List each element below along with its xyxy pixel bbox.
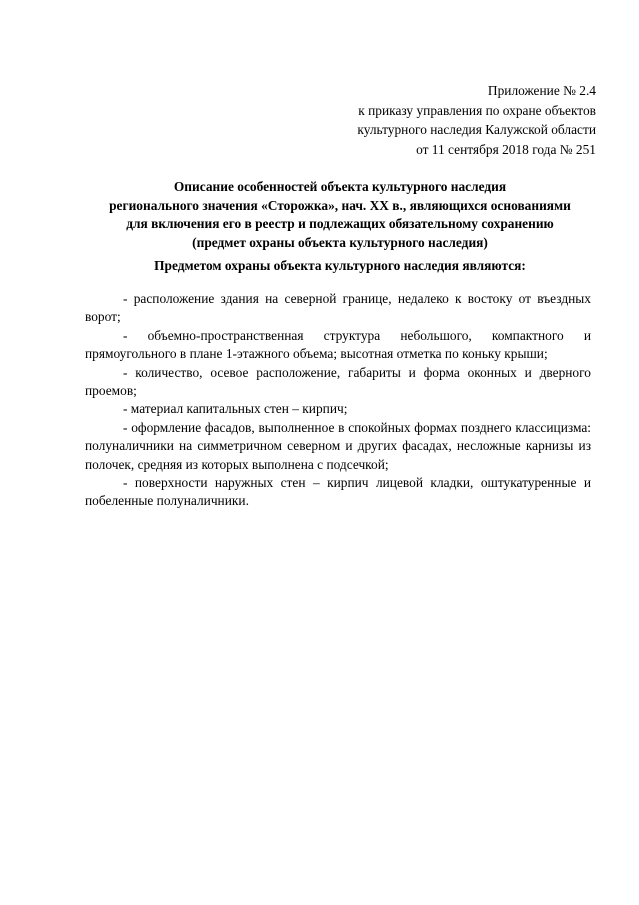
protection-item: - количество, осевое расположение, габариты и форма оконных и дверного проемов; <box>85 364 591 399</box>
protection-item: - объемно-пространственная структура небольшого, компактного и прямоугольного в плане 1-этажного объема; высотная отметка по коньку крыши; <box>85 327 591 362</box>
document-title <box>80 178 600 252</box>
title-line: Описание особенностей объекта культурного наследия <box>173 179 507 194</box>
appendix-line: Приложение № 2.4 <box>487 83 596 98</box>
protection-item: - оформление фасадов, выполненное в спокойных формах позднего классицизма: полуналичники на симметричном северном и других фасадах, несложные карнизы из полочек, средняя из которых выполнена с подсечкой; <box>85 419 591 472</box>
title-line: регионального значения «Сторожка», нач. XX в., являющихся основаниями <box>109 197 571 213</box>
appendix-line: к приказу управления по охране объектов <box>358 102 596 118</box>
protection-items-list <box>85 290 591 511</box>
title-line: для включения его в реестр и подлежащих обязательному сохранению <box>126 216 554 231</box>
subject-heading: Предметом охраны объекта культурного наследия являются: <box>154 258 526 273</box>
title-line: (предмет охраны объекта культурного наследия) <box>192 234 488 250</box>
appendix-line: культурного наследия Калужской области <box>357 122 596 137</box>
appendix-line: от 11 сентября 2018 года № 251 <box>416 141 596 157</box>
appendix-header <box>300 81 596 159</box>
protection-item: - материал капитальных стен – кирпич; <box>123 401 348 417</box>
protection-item: - расположение здания на северной границе, недалеко к востоку от въездных ворот; <box>85 291 591 325</box>
protection-item: - поверхности наружных стен – кирпич лицевой кладки, оштукатуренные и побеленные полуналичники. <box>85 475 591 509</box>
